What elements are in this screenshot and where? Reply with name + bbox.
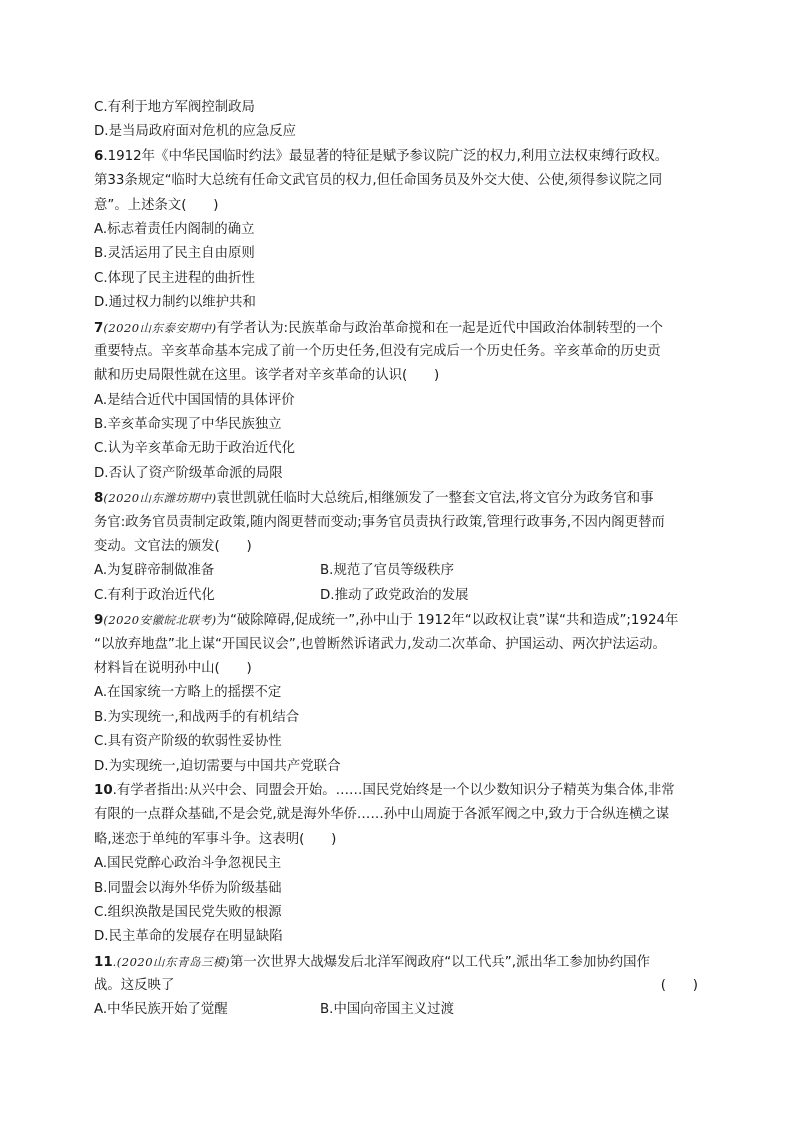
q9-option-a: A.在国家统一方略上的摇摆不定: [94, 685, 282, 701]
q6-stem-line-2: 第33条规定“临时大总统有任命文武官员的权力,但任命国务员及外交大使、公使,须得参议院之同: [94, 173, 663, 189]
q7-option-a: A.是结合近代中国国情的具体评价: [94, 392, 295, 408]
q7-stem-line-1: [94, 316, 706, 340]
q5-option-d: D.是当局政府面对危机的应急反应: [94, 124, 297, 140]
q6-option-b: B.灵活运用了民主自由原则: [94, 246, 255, 262]
q7-option-d: D.否认了资产阶级革命派的局限: [94, 465, 283, 481]
q8-text-1: 袁世凯就任临时大总统后,相继颁发了一整套文官法,将文官分为政务官和事: [216, 491, 654, 507]
q10-option-a: A.国民党醉心政治斗争忽视民主: [94, 856, 282, 872]
q11-stem-line-2: [94, 974, 706, 998]
q10-stem-line-1: [94, 779, 706, 803]
q7-source: (2020山东泰安期中): [103, 320, 217, 335]
q6-option-d: D.通过权力制约以维护共和: [94, 295, 256, 311]
q7-text-1: 有学者认为:民族革命与政治革命搅和在一起是近代中国政治体制转型的一个: [216, 320, 663, 336]
q8-option-a: A.为复辟帝制做准备: [94, 563, 215, 579]
q10-option-b: B.同盟会以海外华侨为阶级基础: [94, 880, 282, 896]
q11-option-a: A.中华民族开始了觉醒: [94, 1002, 228, 1018]
q8-option-d: D.推动了政党政治的发展: [320, 587, 469, 603]
q7-option-c: C.认为辛亥革命无助于政治近代化: [94, 441, 296, 457]
q8-stem-line-2: 务官:政务官员责制定政策,随内阁更替而变动;事务官员责执行政策,管理行政事务,不因内阁更替而: [94, 514, 665, 530]
q10-number: 10: [94, 782, 113, 798]
q8-number: 8: [94, 491, 104, 507]
q9-number: 9: [94, 613, 104, 629]
q8-option-c: C.有利于政治近代化: [94, 587, 215, 603]
q9-text-1: 为“破除障碍,促成统一”,孙中山于 1912年“以政权让袁”谋“共和造成”;1924年: [216, 613, 679, 629]
q8-options-row-1: [94, 559, 706, 583]
q11-options-row-1: [94, 998, 661, 1022]
q11-text-2: 战。这反映了: [94, 978, 175, 994]
q6-text-1: .1912年《中华民国临时约法》最显著的特征是赋予参议院广泛的权力,利用立法权束缚行政权。: [103, 148, 669, 164]
q11-option-b: B.中国向帝国主义过渡: [320, 1002, 454, 1018]
exam-page: [94, 96, 706, 1023]
q9-source: (2020安徽皖北联考): [103, 613, 217, 628]
q9-option-b: B.为实现统一,和战两手的有机结合: [94, 709, 300, 725]
q7-number: 7: [94, 320, 104, 336]
q11-source: .(2020山东青岛三模): [112, 954, 231, 969]
q11-number: 11: [94, 954, 113, 970]
q11-answer-paren: ( ): [660, 978, 698, 994]
q9-stem-line-2: “以放弃地盘”北上谋“开国民议会”,也曾断然诉诸武力,发动二次革命、护国运动、两次护法运动。: [94, 636, 666, 652]
q9-stem-line-1: [94, 608, 706, 632]
q5-option-c: C.有利于地方军阀控制政局: [94, 100, 255, 115]
q10-option-c: C.组织涣散是国民党失败的根源: [94, 904, 282, 920]
q6-option-c: C.体现了民主进程的曲折性: [94, 270, 255, 286]
q7-stem-line-3: 献和历史局限性就在这里。该学者对辛亥革命的认识( ): [94, 368, 440, 384]
q8-stem-line-1: [94, 486, 706, 510]
q11-stem-line-1: [94, 950, 706, 974]
q8-options-row-2: [94, 584, 706, 608]
q6-option-a: A.标志着责任内阁制的确立: [94, 221, 255, 237]
q6-number: 6: [94, 148, 104, 164]
q7-option-b: B.辛亥革命实现了中华民族独立: [94, 417, 282, 433]
q9-stem-line-3: 材料旨在说明孙中山( ): [94, 660, 252, 676]
q8-option-b: B.规范了官员等级秩序: [320, 563, 454, 579]
q9-option-d: D.为实现统一,迫切需要与中国共产党联合: [94, 758, 341, 774]
q9-option-c: C.具有资产阶级的软弱性妥协性: [94, 734, 282, 750]
q7-stem-line-2: 重要特点。辛亥革命基本完成了前一个历史任务,但没有完成后一个历史任务。辛亥革命的历史贡: [94, 343, 661, 359]
q8-source: (2020山东潍坊期中): [103, 491, 217, 506]
q6-stem-line-1: [94, 145, 706, 169]
q10-option-d: D.民主革命的发展存在明显缺陷: [94, 929, 283, 945]
q10-stem-line-2: 有限的一点群众基础,不是会党,就是海外华侨……孙中山周旋于各派军阀之中,致力于合纵连横之谋: [94, 807, 670, 823]
q10-text-1: .有学者指出:从兴中会、同盟会开始。……国民党始终是一个以少数知识分子精英为集合体,非常: [112, 782, 675, 798]
q10-stem-line-3: 略,迷恋于单纯的军事斗争。这表明( ): [94, 831, 337, 847]
q8-stem-line-3: 变动。文官法的颁发( ): [94, 539, 252, 555]
q11-text-1: 第一次世界大战爆发后北洋军阀政府“以工代兵”,派出华工参加协约国作: [230, 954, 650, 970]
q6-stem-line-3: 意”。上述条文( ): [94, 197, 219, 213]
